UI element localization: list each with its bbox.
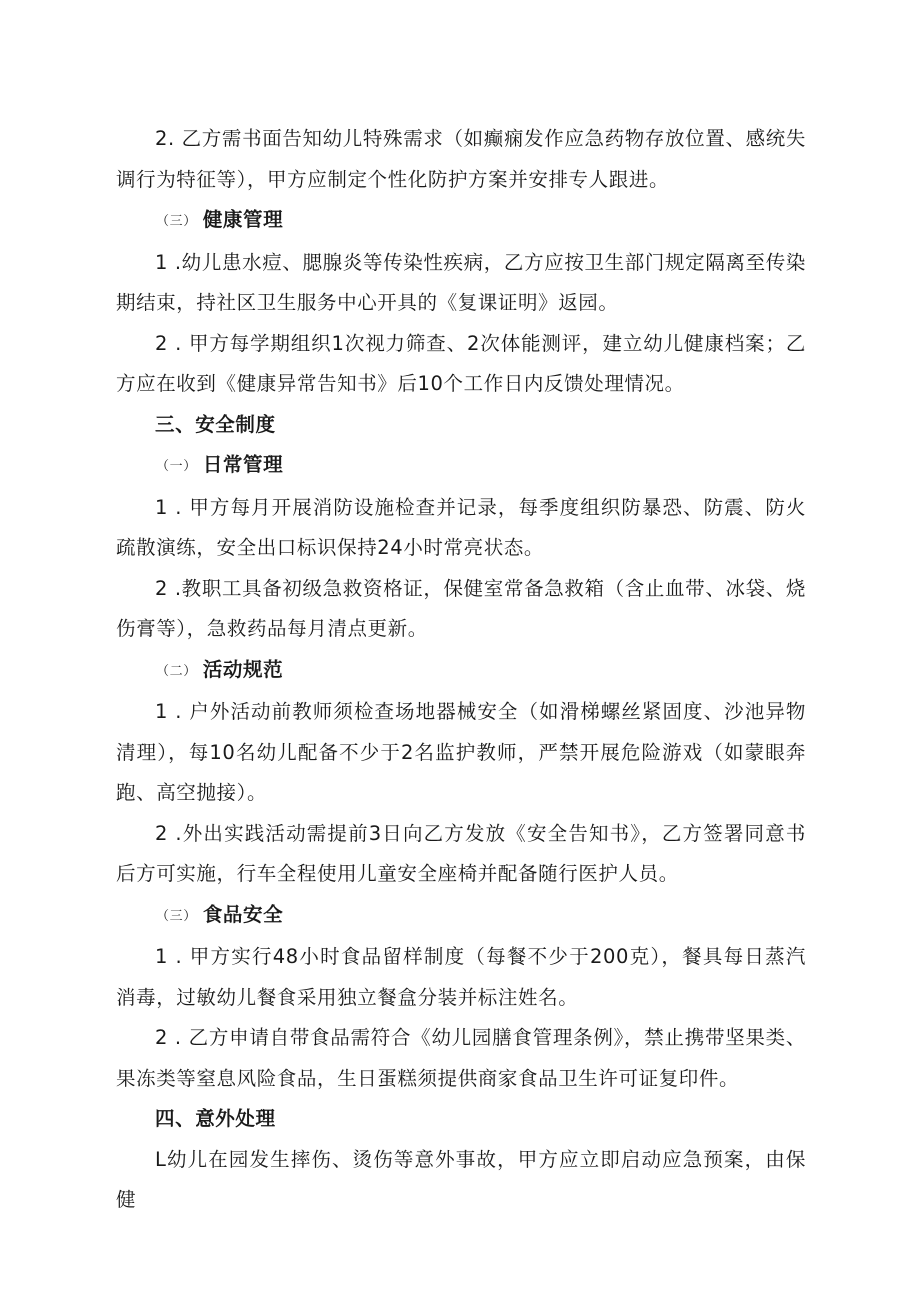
section-heading-accidents: 四、意外处理 [155,1107,276,1130]
subheading-number: （三） [156,214,197,229]
paragraph-outdoor-activities: 1 . 户外活动前教师须检查场地器械安全（如滑梯螺丝紧固度、沙池异物清理），每10名幼儿配备不少于2名监护教师，严禁开展危险游戏（如蒙眼奔跑、高空抛接）。 [116,700,806,804]
subheading-number: （三） [156,908,197,924]
paragraph-health-checks: 2 . 甲方每学期组织1次视力筛查、2次体能测评，建立幼儿健康档案；乙方应在收到《健康异常告知书》后10个工作日内反馈处理情况。 [116,331,806,395]
paragraph-first-aid: 2 .教职工具备初级急救资格证，保健室常备急救箱（含止血带、冰袋、烧伤膏等），急救药品每月清点更新。 [116,576,806,640]
paragraph-outside-food: 2 . 乙方申请自带食品需符合《幼儿园膳食管理条例》，禁止携带坚果类、果冻类等窒息风险食品，生日蛋糕须提供商家食品卫生许可证复印件。 [116,1026,806,1090]
paragraph-contagious-disease: 1 .幼儿患水痘、腮腺炎等传染性疾病，乙方应按卫生部门规定隔离至传染期结束，持社区卫生服务中心开具的《复课证明》返园。 [116,250,806,314]
subheading-food-safety [116,895,806,938]
paragraph-special-needs: 2. 乙方需书面告知幼儿特殊需求（如癫痫发作应急药物存放位置、感统失调行为特征等），甲方应制定个性化防护方案并安排专人跟进。 [116,127,806,191]
subheading-activity-rules [116,650,806,693]
subheading-title: 健康管理 [202,208,284,231]
subheading-daily-management [116,445,806,488]
subheading-title: 食品安全 [202,902,284,926]
subheading-title: 活动规范 [202,657,284,681]
paragraph-food-samples: 1 . 甲方实行48小时食品留样制度（每餐不少于200克），餐具每日蒸汽消毒，过敏幼儿餐食采用独立餐盒分装并标注姓名。 [116,945,806,1009]
subheading-number: （一） [156,459,197,474]
paragraph-field-trips: 2 .外出实践活动需提前3日向乙方发放《安全告知书》，乙方签署同意书后方可实施，行车全程使用儿童安全座椅并配备随行医护人员。 [116,821,806,885]
subheading-number: （二） [156,663,197,679]
paragraph-fire-drills: 1 . 甲方每月开展消防设施检查并记录，每季度组织防暴恐、防震、防火疏散演练，安全出口标识保持24小时常亮状态。 [116,495,806,559]
document-body [116,119,806,1221]
subheading-title: 日常管理 [202,453,284,476]
subheading-health-management [116,200,806,243]
section-heading-safety: 三、安全制度 [155,412,276,436]
paragraph-accident-response: L幼儿在园发生摔伤、烫伤等意外事故，甲方应立即启动应急预案，由保健 [116,1147,806,1211]
